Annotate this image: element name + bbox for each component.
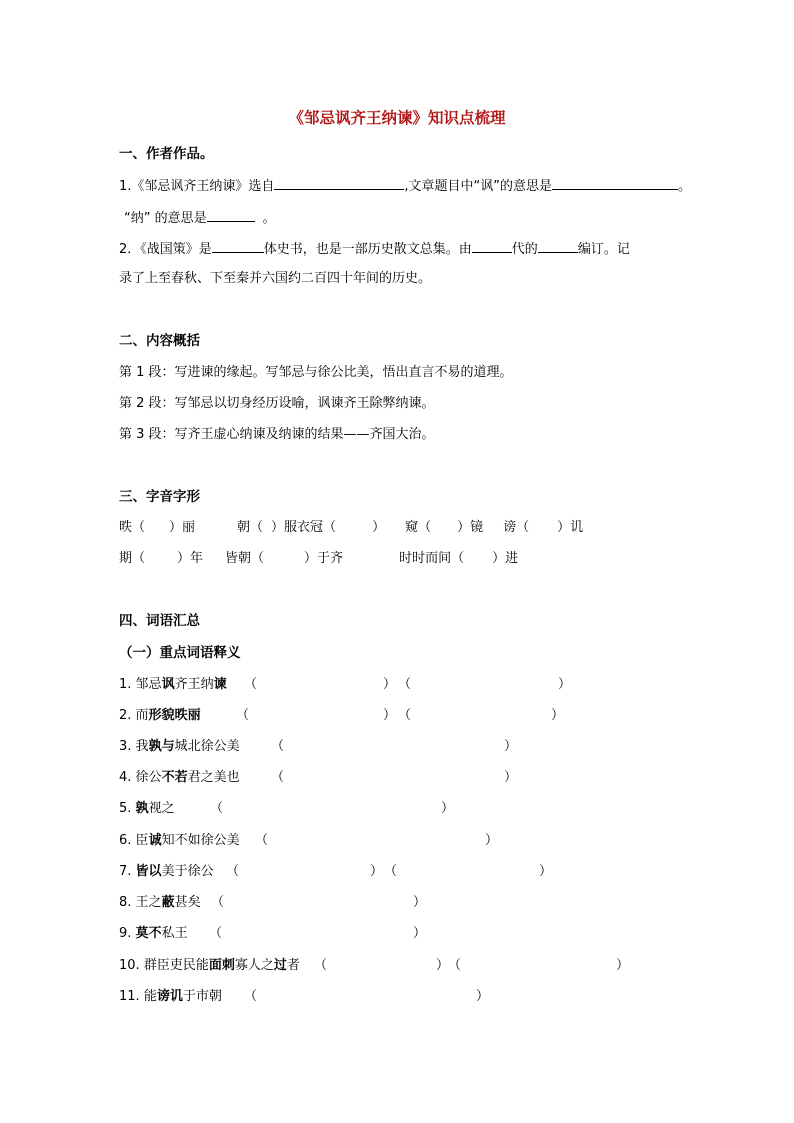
blank-genre[interactable] — [212, 239, 264, 253]
vocab-keyword: 过 — [273, 958, 287, 973]
blank-source[interactable] — [274, 176, 404, 190]
answer-paren-close: ） — [539, 864, 553, 879]
answer-paren-close: ） — [441, 801, 455, 816]
vocab-text: 私王 — [161, 926, 188, 941]
vocab-item — [119, 957, 300, 975]
vocab-text: 徐公 — [135, 770, 162, 785]
vocab-text: 甚矣 — [174, 895, 201, 910]
vocab-text: 我 — [135, 739, 149, 754]
vocab-text: 臣 — [135, 833, 149, 848]
q2-text-d: 编订。记 — [577, 242, 630, 257]
vocab-text: 而 — [135, 708, 149, 723]
answer-paren-open[interactable]: （ — [236, 708, 250, 723]
answer-paren-close: ） — [558, 677, 572, 692]
question-1-line-2 — [124, 208, 276, 228]
vocab-item — [119, 707, 201, 725]
answer-paren-close: ） — [413, 895, 427, 910]
q1-text-c: 。 — [678, 179, 692, 194]
question-1-line-1 — [119, 176, 691, 196]
answer-paren-close: ） — [504, 770, 518, 785]
vocab-keyword: 皆以 — [135, 864, 162, 879]
answer-paren-close: ） — [383, 708, 397, 723]
q2-text-c: 代的 — [511, 242, 538, 257]
vocab-number: 11. — [119, 989, 144, 1004]
vocab-text: 者 — [286, 958, 300, 973]
char-bang-suffix: ）讥 — [557, 520, 584, 535]
answer-paren-close: ） — [370, 864, 384, 879]
vocab-keyword: 蔽 — [161, 895, 175, 910]
answer-paren-open[interactable]: （ — [210, 801, 224, 816]
answer-paren-close: ） — [413, 926, 427, 941]
vocab-text: 君之美也 — [187, 770, 240, 785]
vocab-item — [119, 894, 201, 912]
vocab-number: 7. — [119, 864, 136, 879]
vocab-keyword: 莫不 — [135, 926, 162, 941]
vocab-text: 王之 — [135, 895, 162, 910]
vocab-text: 知不如徐公美 — [161, 833, 240, 848]
vocab-text: 视之 — [148, 801, 175, 816]
q1-text-e: 。 — [262, 211, 276, 226]
vocab-number: 10. — [119, 958, 144, 973]
vocab-item — [119, 925, 188, 943]
char-kui-label: 窥（ — [405, 520, 432, 535]
answer-paren-close: ） — [383, 677, 397, 692]
vocab-number: 5. — [119, 801, 136, 816]
vocab-number: 9. — [119, 926, 136, 941]
vocab-keyword: 诚 — [148, 833, 162, 848]
answer-paren-close: ） — [616, 958, 630, 973]
answer-paren-close: ） — [485, 833, 499, 848]
vocab-item — [119, 800, 175, 818]
section-4-heading: 四、词语汇总 — [119, 613, 200, 629]
vocab-keyword: 孰 — [135, 801, 149, 816]
vocab-item — [119, 988, 222, 1006]
subsection-heading: （一）重点词语释义 — [119, 645, 241, 661]
vocab-text: 齐王纳 — [174, 677, 214, 692]
q1-text-d: “纳” 的意思是 — [124, 211, 207, 226]
vocab-text: 城北徐公美 — [174, 739, 240, 754]
answer-paren-open[interactable]: （ — [209, 926, 223, 941]
blank-na-meaning[interactable] — [207, 208, 255, 222]
answer-paren-open[interactable]: （ — [244, 989, 258, 1004]
vocab-text: 寡人之 — [234, 958, 274, 973]
vocab-keyword: 孰与 — [148, 739, 175, 754]
vocab-keyword: 谏 — [213, 677, 227, 692]
pronunciation-row-2 — [119, 550, 518, 568]
char-jiechao-suffix: ）于齐 — [304, 551, 344, 566]
char-jiechao-label: 皆朝（ — [225, 551, 265, 566]
vocab-item — [119, 832, 240, 850]
vocab-item — [119, 769, 240, 787]
vocab-number: 2. — [119, 708, 136, 723]
answer-paren-close: ） — [551, 708, 565, 723]
blank-editor[interactable] — [538, 239, 578, 253]
question-2-line-1 — [119, 239, 630, 259]
section-2-heading: 二、内容概括 — [119, 333, 200, 349]
char-yi-label: 昳（ — [119, 520, 146, 535]
char-yi-suffix: ）丽 — [169, 520, 196, 535]
answer-paren-open[interactable]: （ — [255, 833, 269, 848]
char-jian-suffix: ）进 — [492, 551, 519, 566]
vocab-item — [119, 863, 214, 881]
vocab-keyword: 讽 — [161, 677, 175, 692]
answer-paren-open[interactable]: （ — [398, 708, 412, 723]
blank-feng-meaning[interactable] — [552, 176, 678, 190]
answer-paren-open[interactable]: （ — [384, 864, 398, 879]
blank-dynasty[interactable] — [472, 239, 512, 253]
q1-text-b: ,文章题目中“讽”的意思是 — [404, 179, 553, 194]
answer-paren-close: ） — [504, 739, 518, 754]
vocab-number: 1. — [119, 677, 136, 692]
answer-paren-open[interactable]: （ — [226, 864, 240, 879]
vocab-number: 8. — [119, 895, 136, 910]
vocab-keyword: 面刺 — [208, 958, 235, 973]
char-kui-suffix: ）镜 — [457, 520, 484, 535]
q2-text-a: 2．《战国策》是 — [119, 242, 212, 257]
char-guan-suffix: ） — [372, 520, 386, 535]
q2-text-b: 体史书，也是一部历史散文总集。由 — [263, 242, 472, 257]
vocab-number: 3. — [119, 739, 136, 754]
vocab-text: 邹忌 — [135, 677, 162, 692]
paragraph-1-summary: 第 1 段：写进谏的缘起。写邹忌与徐公比美，悟出直言不易的道理。 — [119, 365, 513, 380]
document-title: 《邹忌讽齐王纳谏》知识点梳理 — [288, 109, 506, 127]
char-ji-label: 期（ — [119, 551, 146, 566]
vocab-item — [119, 676, 227, 694]
answer-paren-open[interactable]: （ — [271, 770, 285, 785]
vocab-keyword: 不若 — [161, 770, 188, 785]
pronunciation-row-1 — [119, 519, 583, 537]
char-ji-suffix: ）年 — [177, 551, 204, 566]
answer-paren-open[interactable]: （ — [314, 958, 328, 973]
answer-paren-open[interactable]: （ — [448, 958, 462, 973]
vocab-item — [119, 738, 240, 756]
answer-paren-open[interactable]: （ — [244, 677, 258, 692]
paragraph-3-summary: 第 3 段：写齐王虚心纳谏及纳谏的结果——齐国大治。 — [119, 427, 435, 442]
answer-paren-close: ） — [476, 989, 490, 1004]
answer-paren-open[interactable]: （ — [271, 739, 285, 754]
vocab-text: 美于徐公 — [161, 864, 214, 879]
vocab-number: 6. — [119, 833, 136, 848]
vocab-number: 4. — [119, 770, 136, 785]
vocab-keyword: 形貌昳丽 — [148, 708, 201, 723]
answer-paren-open[interactable]: （ — [211, 895, 225, 910]
char-guan-label: ）服衣冠（ — [271, 520, 337, 535]
paragraph-2-summary: 第 2 段：写邹忌以切身经历设喻，讽谏齐王除弊纳谏。 — [119, 396, 435, 411]
question-2-line-2: 录了上至春秋、下至秦并六国约二百四十年间的历史。 — [119, 271, 432, 286]
answer-paren-open[interactable]: （ — [398, 677, 412, 692]
char-chao-label: 朝（ — [237, 520, 264, 535]
q1-text-a: 1.《邹忌讽齐王纳谏》选自 — [119, 179, 275, 194]
char-jian-label: 时时而间（ — [399, 551, 465, 566]
char-bang-label: 谤（ — [503, 520, 530, 535]
section-3-heading: 三、字音字形 — [119, 489, 200, 505]
vocab-text: 能 — [143, 989, 157, 1004]
vocab-keyword: 谤讥 — [156, 989, 183, 1004]
section-1-heading: 一、作者作品。 — [119, 146, 214, 162]
answer-paren-close: ） — [436, 958, 450, 973]
vocab-text: 群臣吏民能 — [143, 958, 209, 973]
vocab-text: 于市朝 — [182, 989, 222, 1004]
